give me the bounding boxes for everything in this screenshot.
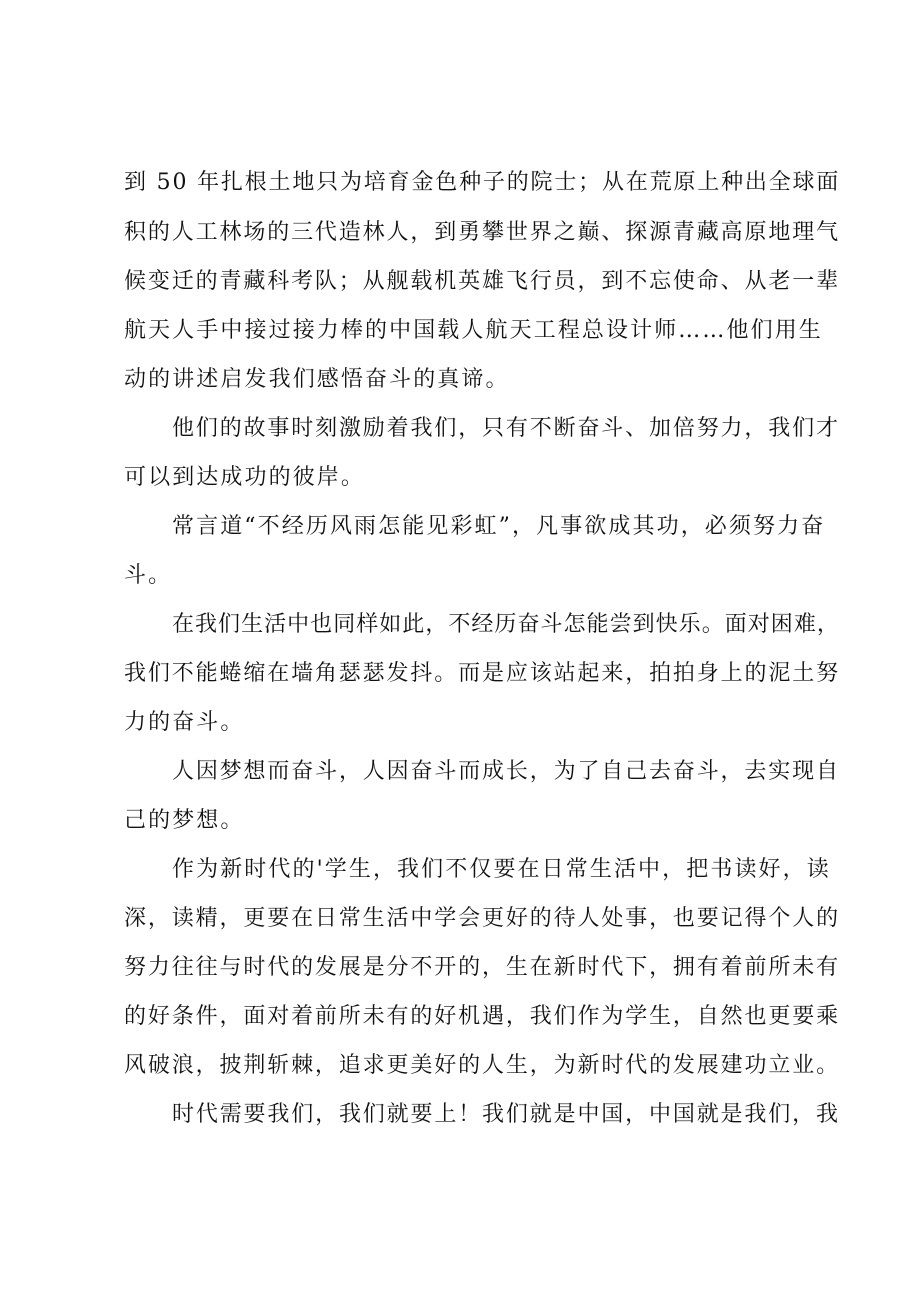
text-line: 己的梦想。 xyxy=(124,808,245,833)
text-line: 力的奋斗。 xyxy=(124,710,245,735)
text-line: 努力往往与时代的发展是分不开的，生在新时代下，拥有着前所未有 xyxy=(124,955,841,980)
paragraph-first-line: 时代需要我们，我们就要上！我们就是中国，中国就是我们，我 xyxy=(172,1102,840,1127)
paragraph-first-line: 人因梦想而奋斗，人因奋斗而成长，为了自己去奋斗，去实现自 xyxy=(172,759,840,784)
paragraph-first-line: 他们的故事时刻激励着我们，只有不断奋斗、加倍努力，我们才 xyxy=(172,416,840,441)
paragraph-first-line: 在我们生活中也同样如此，不经历奋斗怎能尝到快乐。面对困难， xyxy=(172,612,840,637)
text-line: 深，读精，更要在日常生活中学会更好的待人处事，也要记得个人的 xyxy=(124,906,841,931)
text-line: 的好条件，面对着前所未有的好机遇，我们作为学生，自然也更要乘 xyxy=(124,1004,841,1029)
text-line: 候变迁的青藏科考队；从舰载机英雄飞行员，到不忘使命、从老一辈 xyxy=(124,269,841,294)
paragraph-first-line: 常言道“不经历风雨怎能见彩虹”，凡事欲成其功，必须努力奋 xyxy=(172,514,826,539)
text-line: 斗。 xyxy=(124,563,173,588)
text-line: 动的讲述启发我们感悟奋斗的真谛。 xyxy=(124,367,510,392)
text-line: 风破浪，披荆斩棘，追求更美好的人生，为新时代的发展建功立业。 xyxy=(124,1053,841,1078)
text-line: 积的人工林场的三代造林人，到勇攀世界之巅、探源青藏高原地理气 xyxy=(124,220,841,245)
paragraph-first-line: 作为新时代的'学生，我们不仅要在日常生活中，把书读好，读 xyxy=(172,857,831,882)
text-line: 航天人手中接过接力棒的中国载人航天工程总设计师……他们用生 xyxy=(124,318,823,343)
text-line: 可以到达成功的彼岸。 xyxy=(124,465,366,490)
text-line: 到 50 年扎根土地只为培育金色种子的院士；从在荒原上种出全球面 xyxy=(124,170,841,195)
text-line: 我们不能蜷缩在墙角瑟瑟发抖。而是应该站起来，拍拍身上的泥土努 xyxy=(124,661,841,686)
